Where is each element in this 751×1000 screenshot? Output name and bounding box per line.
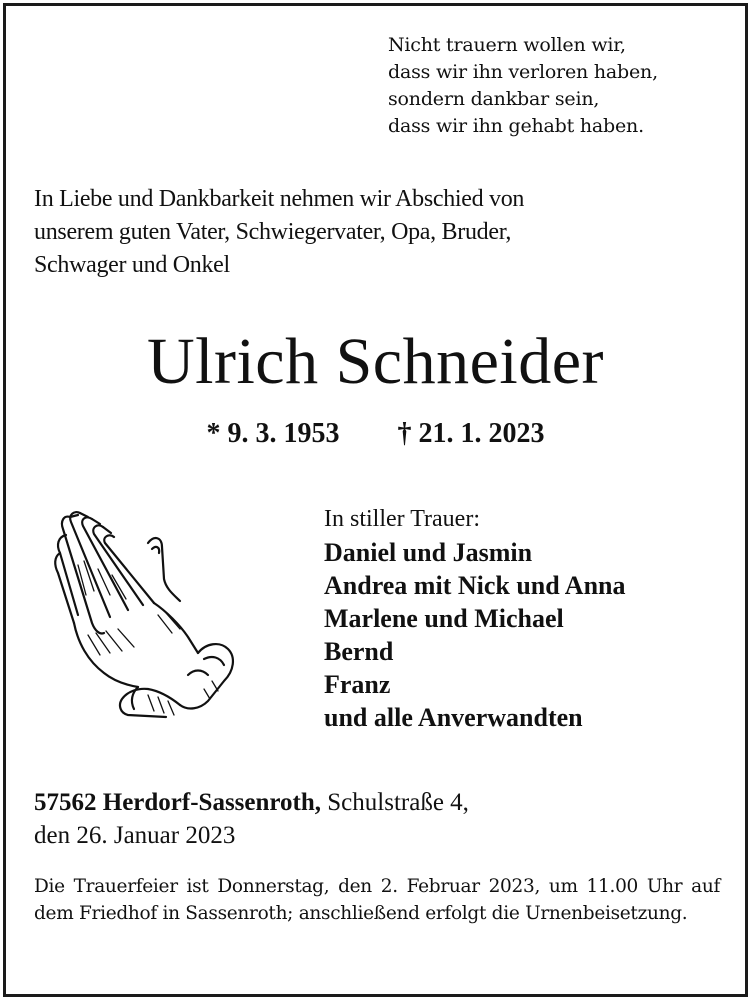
intro-line: In Liebe und Dankbarkeit nehmen wir Abschied von [34, 186, 525, 212]
poem-line: dass wir ihn verloren haben, [388, 61, 658, 83]
poem-line: sondern dankbar sein, [388, 88, 600, 110]
poem-line: dass wir ihn gehabt haben. [388, 115, 644, 137]
poem-line: Nicht trauern wollen wir, [388, 34, 626, 56]
mourner-name: Daniel und Jasmin [324, 538, 533, 567]
birth-date: * 9. 3. 1953 [206, 418, 340, 449]
address-date: den 26. Januar 2023 [34, 822, 236, 849]
mourner-name: Andrea mit Nick und Anna [324, 571, 626, 600]
poem [388, 32, 728, 140]
death-date: † 21. 1. 2023 [397, 418, 545, 449]
intro-line: Schwager und Onkel [34, 252, 230, 278]
intro-text [34, 183, 724, 282]
mourners-lead: In stiller Trauer: [324, 506, 480, 532]
address-street: Schulstraße 4, [327, 789, 469, 816]
mourner-name: Marlene und Michael [324, 604, 564, 633]
mourners-block [324, 502, 734, 734]
life-dates [0, 416, 751, 452]
deceased-name: Ulrich Schneider [146, 325, 604, 398]
mourner-name: und alle Anverwandten [324, 703, 583, 732]
mourner-name: Franz [324, 670, 391, 699]
mourners-list [324, 536, 734, 734]
intro-line: unserem guten Vater, Schwiegervater, Opa, Bruder, [34, 219, 512, 245]
address-place: 57562 Herdorf-Sassenroth, [34, 789, 322, 816]
praying-hands-icon [48, 505, 243, 720]
address-block [34, 786, 734, 852]
mourner-name: Bernd [324, 637, 394, 666]
ceremony-info: Die Trauerfeier ist Donnerstag, den 2. Februar 2023, um 11.00 Uhr auf dem Friedhof in Sassenroth; anschließend erfolgt die Urnenbeisetzung. [34, 876, 720, 924]
